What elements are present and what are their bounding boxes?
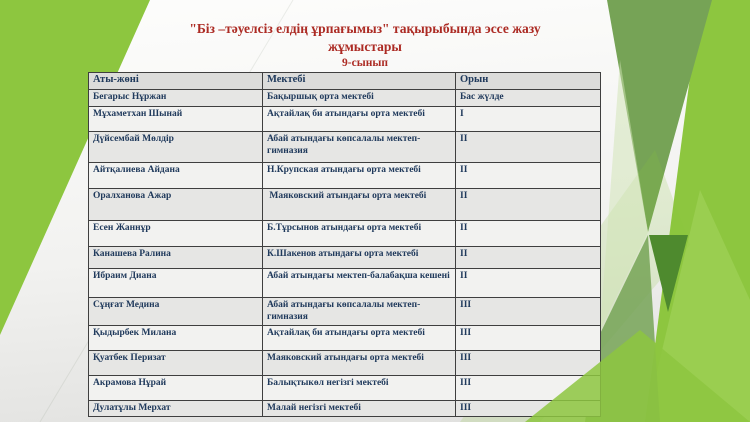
cell-school: К.Шакенов атындағы орта мектебі xyxy=(263,247,456,269)
table-row xyxy=(89,90,601,107)
table-row xyxy=(89,326,601,351)
cell-place: II xyxy=(456,247,601,269)
cell-name: Канашева Ралина xyxy=(89,247,263,269)
cell-name: Дүйсембай Мөлдір xyxy=(89,132,263,163)
slide-subtitle: 9-сынып xyxy=(342,56,388,69)
cell-place: III xyxy=(456,351,601,376)
cell-school: Балықтыкөл негізгі мектебі xyxy=(263,376,456,401)
cell-place: II xyxy=(456,269,601,298)
cell-name: Қыдырбек Милана xyxy=(89,326,263,351)
cell-name: Мұхаметхан Шынай xyxy=(89,107,263,132)
table-body xyxy=(89,90,601,417)
table-row xyxy=(89,376,601,401)
table-row xyxy=(89,132,601,163)
cell-school: Б.Тұрсынов атындағы орта мектебі xyxy=(263,221,456,247)
cell-place: I xyxy=(456,107,601,132)
table-row xyxy=(89,351,601,376)
cell-school: Абай атындағы көпсалалы мектеп-гимназия xyxy=(263,298,456,326)
title-block xyxy=(55,20,675,69)
slide-title-line2: жұмыстары xyxy=(328,38,402,54)
cell-place: Бас жүлде xyxy=(456,90,601,107)
cell-name: Есен Жаннұр xyxy=(89,221,263,247)
cell-school: Абай атындағы мектеп-балабақша кешені xyxy=(263,269,456,298)
cell-name: Акрамова Нұрай xyxy=(89,376,263,401)
cell-place: II xyxy=(456,132,601,163)
cell-name: Айтқалиева Айдана xyxy=(89,163,263,189)
cell-school: Маяковский атындағы орта мектебі xyxy=(263,189,456,221)
cell-place: II xyxy=(456,189,601,221)
results-table xyxy=(88,72,601,417)
column-header-school: Мектебі xyxy=(263,73,456,90)
cell-school: Малай негізгі мектебі xyxy=(263,401,456,417)
cell-name: Дулатұлы Мерхат xyxy=(89,401,263,417)
table-row xyxy=(89,107,601,132)
table-row xyxy=(89,298,601,326)
cell-school: Бақыршық орта мектебі xyxy=(263,90,456,107)
cell-school: Абай атындағы көпсалалы мектеп-гимназия xyxy=(263,132,456,163)
cell-school: Маяковский атындағы орта мектебі xyxy=(263,351,456,376)
slide-title-line1: "Біз –тәуелсіз елдің ұрпағымыз" тақырыбында эссе жазу xyxy=(189,21,541,36)
table-row xyxy=(89,189,601,221)
cell-name: Оралханова Ажар xyxy=(89,189,263,221)
cell-school: Ақтайлақ би атындағы орта мектебі xyxy=(263,326,456,351)
cell-school: Ақтайлақ би атындағы орта мектебі xyxy=(263,107,456,132)
cell-place: II xyxy=(456,163,601,189)
cell-school: Н.Крупская атындағы орта мектебі xyxy=(263,163,456,189)
cell-place: III xyxy=(456,326,601,351)
cell-place: III xyxy=(456,401,601,417)
table-header-row xyxy=(89,73,601,90)
cell-place: III xyxy=(456,298,601,326)
table-row xyxy=(89,163,601,189)
table-row xyxy=(89,269,601,298)
cell-name: Сұңғат Медина xyxy=(89,298,263,326)
column-header-name: Аты-жөні xyxy=(89,73,263,90)
table-row xyxy=(89,221,601,247)
cell-name: Ибраим Диана xyxy=(89,269,263,298)
table-row xyxy=(89,401,601,417)
cell-place: II xyxy=(456,221,601,247)
cell-place: III xyxy=(456,376,601,401)
column-header-place: Орын xyxy=(456,73,601,90)
table-row xyxy=(89,247,601,269)
cell-name: Қуатбек Перизат xyxy=(89,351,263,376)
cell-name: Бегарыс Нұржан xyxy=(89,90,263,107)
